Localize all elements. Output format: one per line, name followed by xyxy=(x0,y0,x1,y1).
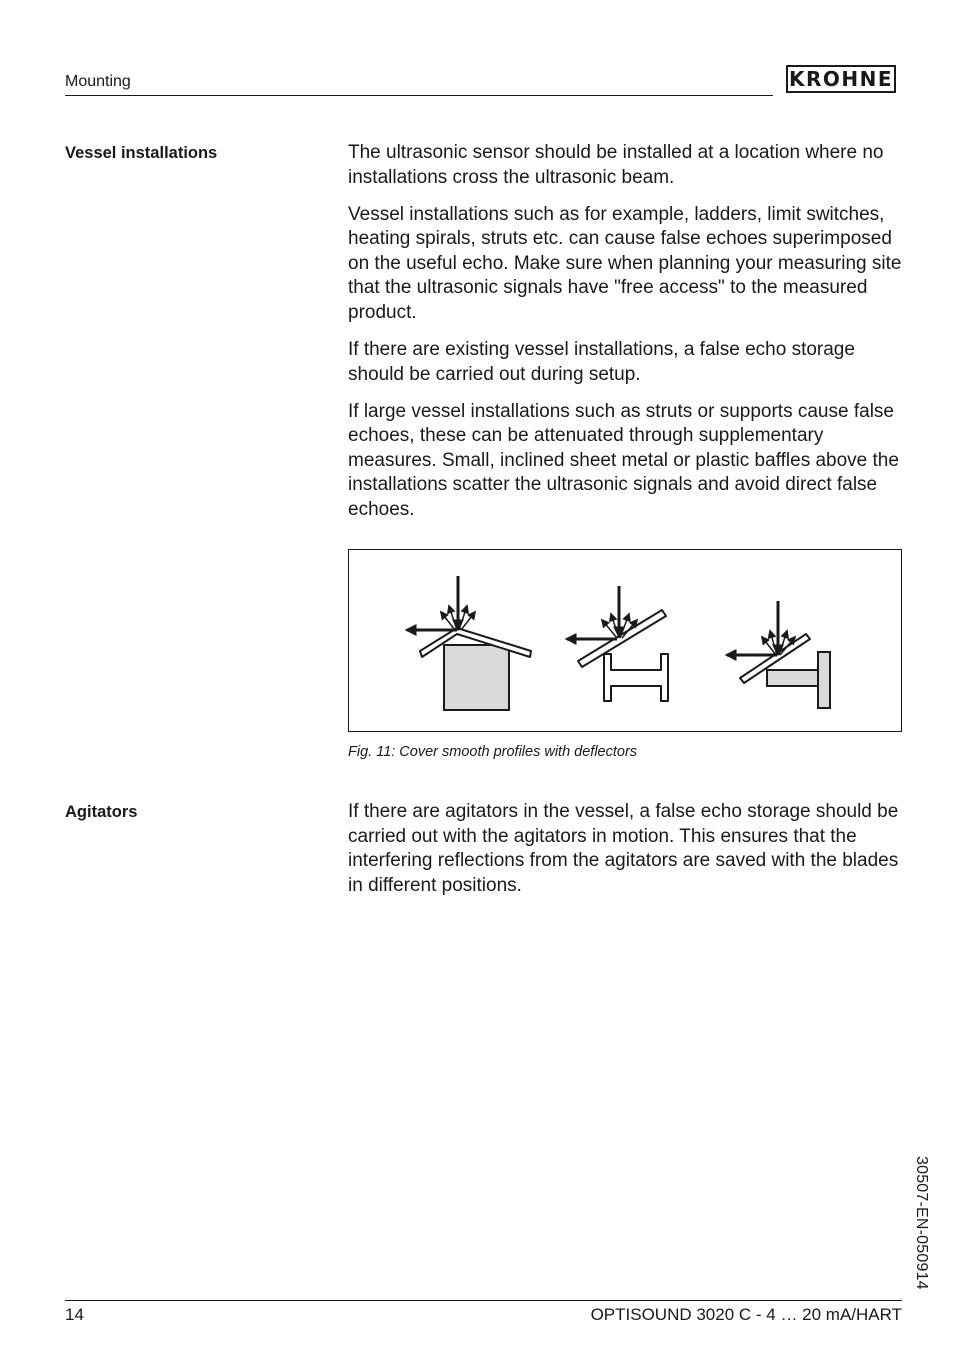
vessel-installations-body xyxy=(348,141,908,535)
paragraph: The ultrasonic sensor should be installed at a location where no installations cross the ultrasonic beam. xyxy=(348,142,884,188)
section-heading-vessel-installations: Vessel installations xyxy=(65,144,218,162)
footer-product-name: OPTISOUND 3020 C - 4 … 20 mA/HART xyxy=(590,1305,902,1324)
figure-caption: Fig. 11: Cover smooth profiles with deflectors xyxy=(348,744,638,760)
box-profile-with-roof-deflector xyxy=(407,576,531,710)
header-divider xyxy=(65,95,773,96)
footer-divider xyxy=(65,1300,902,1301)
deflector-illustration xyxy=(349,550,903,733)
t-profile-with-inclined-deflector xyxy=(727,601,830,708)
header-section-title: Mounting xyxy=(65,73,131,90)
h-beam-profile-with-inclined-deflector xyxy=(567,586,668,701)
paragraph: Vessel installations such as for example, ladders, limit switches, heating spirals, struts etc. can cause false echoes superimposed on the useful echo. Make sure when planning your measuring site that the ultrasonic signals have "free access" to the measured product. xyxy=(348,203,902,323)
paragraph: If large vessel installations such as struts or supports cause false echoes, these can be attenuated through supplementary measures. Small, inclined sheet metal or plastic baffles above the installations scatter the ultrasonic signals and avoid direct false echoes. xyxy=(348,400,899,520)
figure-deflectors xyxy=(348,549,902,732)
agitators-body xyxy=(348,800,908,911)
section-heading-agitators: Agitators xyxy=(65,803,138,821)
document-code: 30507-EN-050914 xyxy=(913,1156,930,1290)
paragraph: If there are existing vessel installations, a false echo storage should be carried out during setup. xyxy=(348,338,855,385)
krohne-logo: KROHNE xyxy=(786,65,896,93)
page-number: 14 xyxy=(65,1305,84,1324)
paragraph: If there are agitators in the vessel, a false echo storage should be carried out with the agitators in motion. This ensures that the interfering reflections from the agitators are saved with the blades in different positions. xyxy=(348,801,899,896)
